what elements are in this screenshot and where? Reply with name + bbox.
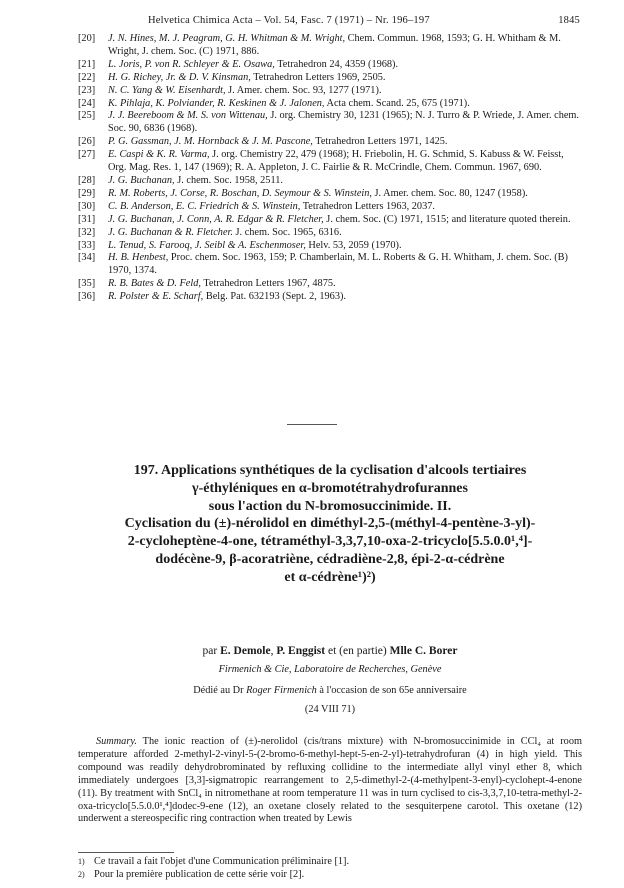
dedication-suffix: à l'occasion de son 65e anniversaire xyxy=(316,685,467,696)
reference-item xyxy=(78,85,582,98)
summary-label: Summary. xyxy=(96,736,137,747)
footnote-mark: 2) xyxy=(78,870,85,879)
author-name: E. Demole xyxy=(220,645,271,657)
footnote-item xyxy=(78,868,582,881)
reference-citation: Tetrahedron Letters 1967, 4875. xyxy=(200,278,336,290)
reference-authors: C. B. Anderson, E. C. Friedrich & S. Winstein, xyxy=(108,200,301,212)
footnote-text: Pour la première publication de cette série voir [2]. xyxy=(94,869,305,880)
reference-citation: J. Amer. chem. Soc. 93, 1277 (1971). xyxy=(225,84,382,96)
reference-number: [20] xyxy=(78,33,96,44)
reference-number: [30] xyxy=(78,200,96,212)
reference-citation: Belg. Pat. 632193 (Sept. 2, 1963). xyxy=(203,291,346,303)
reference-citation: Tetrahedron Letters 1969, 2505. xyxy=(250,71,386,83)
reference-authors: J. G. Buchanan & R. Fletcher. xyxy=(108,226,233,238)
reference-item xyxy=(78,136,582,149)
reference-number: [31] xyxy=(78,213,96,225)
reference-item xyxy=(78,98,582,111)
reference-number: [24] xyxy=(78,97,96,109)
reference-item xyxy=(78,59,582,72)
reference-citation: J. org. Chemistry 22, 479 (1968); H. Friebolin, H. G. Schmid, S. Kabuss & W. Feisst, Org. Mag. Res. 1, 147 (1969); R. A. Appleton, J. C. Fairlie & R. McCrindle, Chem. Commun. 1967, 690. xyxy=(108,149,564,174)
reference-item xyxy=(78,201,582,214)
authors-mid: et (en partie) xyxy=(325,645,390,657)
reference-citation: Tetrahedron 24, 4359 (1968). xyxy=(274,58,399,70)
reference-number: [35] xyxy=(78,278,96,290)
summary-text: The ionic reaction of (±)-nerolidol (cis/trans mixture) with N-bromosuccinimide in CCl₄ at room temperature afforded 2-methyl-2-vinyl-5-(2-bromo-6-methyl-hept-5-en-2-yl)-tetrahydrofuran (4) in high yield. This compound was readily dehydrobrominated by refluxing collidine to the intermediate allyl vinyl ether 8, which immediately undergoes [3,3]-sigmatropic rearrangement to 2,5-dimethyl-2-(4-methylpent-3-enyl)-cyclohept-4-enone (11). By treatment with SnCl₄ in nitromethane at room temperature 11 was in turn cyclised to cis-3,3,7,10-tetra-methyl-2-oxa-tricyclo[5.5.0.0¹,⁴]dodec-9-ene (12), an oxetane closely related to the sesquiterpene carotol. This oxetane (12) underwent a stereospecific ring contraction when treated by Lewis xyxy=(78,736,582,825)
reference-authors: H. G. Richey, Jr. & D. V. Kinsman, xyxy=(108,71,251,83)
reference-authors: N. C. Yang & W. Eisenhardt, xyxy=(108,84,226,96)
section-divider xyxy=(287,424,337,425)
reference-number: [28] xyxy=(78,174,96,186)
reference-authors: J. G. Buchanan, J. Conn, A. R. Edgar & R. Fletcher, xyxy=(108,213,324,225)
reference-number: [33] xyxy=(78,239,96,251)
reference-citation: J. chem. Soc. 1965, 6316. xyxy=(232,226,342,238)
reference-citation: Tetrahedron Letters 1963, 2037. xyxy=(300,200,435,212)
reference-number: [27] xyxy=(78,149,96,161)
title-line: et α-cédrène¹)²) xyxy=(284,569,376,585)
reference-item xyxy=(78,175,582,188)
reference-authors: R. M. Roberts, J. Corse, R. Boschan, D. Seymour & S. Winstein, xyxy=(108,187,372,199)
summary-paragraph xyxy=(78,736,582,826)
footnote-item xyxy=(78,855,582,868)
affiliation: Firmenich & Cie, Laboratoire de Recherches, Genève xyxy=(218,664,442,675)
reference-citation: Helv. 53, 2059 (1970). xyxy=(305,239,402,251)
reference-item xyxy=(78,291,582,304)
reference-item xyxy=(78,240,582,253)
reference-citation: J. chem. Soc. 1958, 2511. xyxy=(174,174,283,186)
reference-citation: Proc. chem. Soc. 1963, 159; P. Chamberlain, M. L. Roberts & G. H. Whitham, J. chem. Soc. (B) 1970, 1374. xyxy=(108,252,568,277)
dedication-prefix: Dédié au Dr xyxy=(193,685,247,696)
reference-number: [22] xyxy=(78,71,96,83)
reference-item xyxy=(78,110,582,136)
reference-authors: H. B. Henbest, xyxy=(108,252,169,264)
reference-item xyxy=(78,227,582,240)
title-line: sous l'action du N-bromosuccinimide. II. xyxy=(208,498,452,514)
reference-authors: P. G. Gassman, J. M. Hornback & J. M. Pascone, xyxy=(108,136,313,148)
author-name: P. Enggist xyxy=(276,645,326,657)
reference-authors: R. B. Bates & D. Feld, xyxy=(108,278,201,290)
reference-authors: J. N. Hines, M. J. Peagram, G. H. Whitman & M. Wright, xyxy=(108,33,346,44)
reference-item xyxy=(78,72,582,85)
reference-item xyxy=(78,214,582,227)
reference-citation: Chem. Commun. 1968, 1593; G. H. Whitham & M. Wright, J. chem. Soc. (C) 1971, 886. xyxy=(108,33,561,57)
dedication xyxy=(78,685,582,696)
article-title xyxy=(78,462,582,587)
received-date: (24 VIII 71) xyxy=(304,704,356,715)
reference-authors: R. Polster & E. Scharf, xyxy=(108,291,204,303)
reference-authors: K. Pihlaja, K. Polviander, R. Keskinen & J. Jalonen, xyxy=(108,97,325,109)
reference-item xyxy=(78,33,582,59)
page-number: 1845 xyxy=(558,15,580,26)
reference-authors: L. Tenud, S. Farooq, J. Seibl & A. Eschenmoser, xyxy=(108,239,306,251)
reference-number: [26] xyxy=(78,136,96,148)
reference-list xyxy=(78,33,582,304)
reference-number: [21] xyxy=(78,58,96,70)
reference-item xyxy=(78,278,582,291)
reference-citation: Acta chem. Scand. 25, 675 (1971). xyxy=(324,97,470,109)
title-line: 197. Applications synthétiques de la cyclisation d'alcools tertiaires xyxy=(133,463,527,478)
reference-number: [25] xyxy=(78,110,96,122)
reference-citation: Tetrahedron Letters 1971, 1425. xyxy=(312,136,448,148)
reference-authors: J. J. Beereboom & M. S. von Wittenau, xyxy=(108,110,268,122)
reference-citation: J. chem. Soc. (C) 1971, 1515; and literature quoted therein. xyxy=(323,213,571,225)
reference-number: [34] xyxy=(78,252,96,264)
reference-citation: J. org. Chemistry 30, 1231 (1965); N. J. Turro & P. Wriede, J. Amer. chem. Soc. 90, 6836 (1968). xyxy=(108,110,580,135)
reference-authors: L. Joris, P. von R. Schleyer & E. Osawa, xyxy=(108,58,275,70)
author-separator: , xyxy=(270,645,277,657)
reference-number: [32] xyxy=(78,226,96,238)
reference-number: [29] xyxy=(78,187,96,199)
reference-authors: E. Caspi & K. R. Varma, xyxy=(108,149,210,161)
footnote-text: Ce travail a fait l'objet d'une Communication préliminaire [1]. xyxy=(94,856,350,867)
footnote-divider xyxy=(78,852,174,853)
title-line: Cyclisation du (±)-nérolidol en diméthyl-2,5-(méthyl-4-pentène-3-yl)- xyxy=(124,516,536,532)
reference-item xyxy=(78,188,582,201)
title-line: dodécène-9, β-acoratriène, cédradiène-2,8, épi-2-α-cédrène xyxy=(155,551,505,567)
reference-number: [23] xyxy=(78,84,96,96)
reference-item xyxy=(78,252,582,278)
dedication-name: Roger Firmenich xyxy=(246,685,317,696)
author-name: Mlle C. Borer xyxy=(389,645,458,657)
reference-authors: J. G. Buchanan, xyxy=(108,174,175,186)
journal-title: Helvetica Chimica Acta – Vol. 54, Fasc. 7 (1971) – Nr. 196–197 xyxy=(148,15,430,26)
author-line xyxy=(78,645,582,657)
title-line: γ-éthyléniques en α-bromotétrahydrofurannes xyxy=(192,480,468,496)
reference-number: [36] xyxy=(78,291,96,303)
reference-citation: J. Amer. chem. Soc. 80, 1247 (1958). xyxy=(371,187,528,199)
footnote-mark: 1) xyxy=(78,857,85,866)
title-line: 2-cycloheptène-4-one, tétraméthyl-3,3,7,10-oxa-2-tricyclo[5.5.0.0¹,⁴]- xyxy=(127,534,533,550)
footnotes xyxy=(78,855,582,881)
reference-item xyxy=(78,149,582,175)
authors-prefix: par xyxy=(202,645,221,657)
